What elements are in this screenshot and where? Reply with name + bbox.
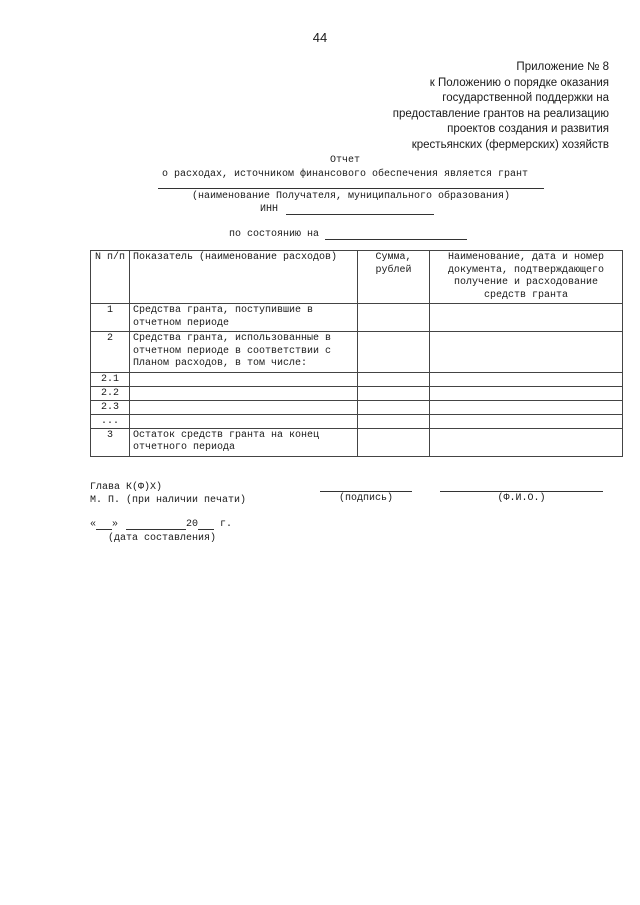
row-indicator: Средства гранта, поступившие в отчетном периоде [130,304,358,332]
date-row [90,519,232,530]
annex-line: предоставление грантов на реализацию [392,107,609,120]
annex-line: государственной поддержки на [442,92,609,104]
day-blank [96,519,112,530]
annex-header [309,60,609,153]
row-indicator [130,400,358,414]
row-document [430,304,623,332]
name-caption: (Ф.И.О.) [497,493,546,504]
header-num: N п/п [91,251,130,304]
signature-block [90,481,246,507]
signature-caption: (подпись) [338,493,393,504]
row-sum [358,428,430,456]
annex-line: проектов создания и развития [447,123,609,135]
row-num: 2.1 [91,372,130,386]
annex-line: к Положению о порядке оказания [429,76,609,89]
table-row [91,386,623,400]
row-sum [358,414,430,428]
table-header-row [91,251,623,304]
inn-blank [286,204,434,215]
row-indicator [130,414,358,428]
annex-line: Приложение № 8 [516,61,609,73]
row-num: ... [91,414,130,428]
year-suffix: г. [220,519,233,530]
table-row [91,428,623,456]
row-document [430,332,623,373]
header-document: Наименование, дата и номер документа, подтверждающего получение и расходование средств гранта [430,251,623,304]
table-row [91,414,623,428]
as-of-row [229,229,467,240]
row-indicator: Остаток средств гранта на конец отчетного периода [130,428,358,456]
inn-label: ИНН [260,204,279,215]
report-title: Отчет [329,155,360,166]
month-blank [126,519,186,530]
report-table [90,250,623,457]
header-indicator: Показатель (наименование расходов) [130,251,358,304]
annex-line: крестьянских (фермерских) хозяйств [411,138,609,151]
table-row [91,400,623,414]
date-open-quote: « [90,519,97,530]
row-document [430,386,623,400]
year-blank [198,519,214,530]
header-sum: Сумма, рублей [358,251,430,304]
as-of-blank [325,229,467,240]
row-num: 2.2 [91,386,130,400]
head-label: Глава К(Ф)Х) [90,482,163,493]
table-row [91,372,623,386]
recipient-blank-line [158,188,544,189]
row-num: 2.3 [91,400,130,414]
row-sum [358,386,430,400]
report-subtitle: о расходах, источником финансового обеспечения является грант [161,168,529,180]
table-row [91,332,623,373]
name-blank-line [440,491,603,492]
row-indicator [130,386,358,400]
row-num: 1 [91,304,130,332]
as-of-label: по состоянию на [229,229,320,240]
row-sum [358,332,430,373]
row-document [430,372,623,386]
inn-row [260,204,434,215]
row-document [430,428,623,456]
date-close-quote: » [112,519,119,530]
row-document [430,414,623,428]
row-sum [358,304,430,332]
table-row [91,304,623,332]
page-number: 44 [312,30,328,45]
recipient-caption: (наименование Получателя, муниципального образования) [191,191,511,202]
date-caption: (дата составления) [108,533,217,544]
row-indicator: Средства гранта, использованные в отчетном периоде в соответствии с Планом расходов, в том числе: [130,332,358,373]
report-title-block [0,154,640,181]
signature-blank-line [320,491,412,492]
year-prefix: 20 [186,519,199,530]
row-document [430,400,623,414]
row-num: 2 [91,332,130,373]
row-sum [358,372,430,386]
row-sum [358,400,430,414]
seal-label: М. П. (при наличии печати) [90,495,247,506]
row-num: 3 [91,428,130,456]
row-indicator [130,372,358,386]
